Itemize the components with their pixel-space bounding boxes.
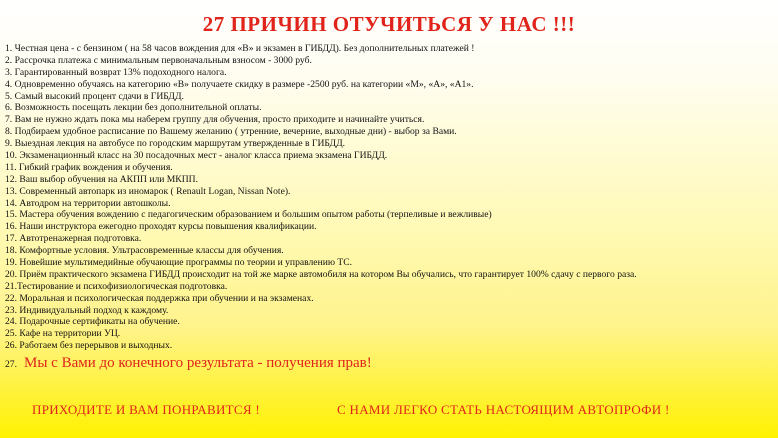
reason-item: 5. Самый высокий процент сдачи в ГИБДД.: [5, 90, 184, 102]
reason-item: 21.Тестирование и психофизиологическая подготовка.: [5, 280, 228, 292]
reason-item: 11. Гибкий график вождения и обучения.: [5, 161, 173, 173]
reason-item: 14. Автодром на территории автошколы.: [5, 197, 171, 209]
reason-item: 6. Возможность посещать лекции без дополнительной оплаты.: [5, 102, 262, 114]
reason-item: 4. Одновременно обучаясь на категорию «В» получаете скидку в размере -2500 руб. на категории «М», «А», «А1».: [5, 78, 474, 90]
final-reason-number: 27.: [5, 359, 17, 371]
reason-item: 20. Приём практического экзамена ГИБДД происходит на той же марке автомобиля на котором Вы обучались, что гарантирует 100% сдачу с первого раза.: [5, 268, 637, 280]
reasons-list: [5, 43, 775, 372]
reason-item: 25. Кафе на территории УЦ.: [5, 328, 121, 340]
final-reason: [5, 354, 775, 372]
footer-slogan-right: С НАМИ ЛЕГКО СТАТЬ НАСТОЯЩИМ АВТОПРОФИ !: [337, 402, 670, 417]
reason-item: 13. Современный автопарк из иномарок ( Renault Logan, Nissan Note).: [5, 185, 291, 197]
final-reason-text: Мы с Вами до конечного результата - получения прав!: [24, 355, 372, 372]
page-title: 27 ПРИЧИН ОТУЧИТЬСЯ У НАС !!!: [202, 12, 576, 36]
reason-item: 22. Моральная и психологическая поддержка при обучении и на экзаменах.: [5, 292, 314, 304]
reason-item: 19. Новейшие мультимедийные обучающие программы по теории и управлению ТС.: [5, 257, 353, 269]
reason-item: 10. Экзаменационный класс на 30 посадочных мест - аналог класса приема экзамена ГИБДД.: [5, 150, 388, 162]
reason-item: 17. Автотренажерная подготовка.: [5, 233, 142, 245]
reason-item: 12. Ваш выбор обучения на АКПП или МКПП.: [5, 173, 198, 185]
reason-item: 26. Работаем без перерывов и выходных.: [5, 340, 173, 352]
reason-item: 16. Наши инструктора ежегодно проходят курсы повышения квалификации.: [5, 221, 317, 233]
reason-item: 15. Мастера обучения вождению с педагогическим образованием и большим опытом работы (терпеливые и вежливые): [5, 209, 492, 221]
reason-item: 18. Комфортные условия. Ультрасовременные классы для обучения.: [5, 245, 284, 257]
reason-item: 23. Индивидуальный подход к каждому.: [5, 304, 169, 316]
reason-item: 7. Вам не нужно ждать пока мы наберем группу для обучения, просто приходите и начинайте учиться.: [5, 114, 425, 126]
reason-item: 24. Подарочные сертификаты на обучение.: [5, 316, 180, 328]
reason-item: 2. Рассрочка платежа с минимальным первоначальным взносом - 3000 руб.: [5, 54, 312, 66]
footer-slogan-left: ПРИХОДИТЕ И ВАМ ПОНРАВИТСЯ !: [32, 402, 260, 417]
reason-item: 1. Честная цена - с бензином ( на 58 часов вождения для «В» и экзамен в ГИБДД). Без дополнительных платежей !: [5, 43, 475, 54]
reason-item: 9. Выездная лекция на автобусе по городским маршрутам утвержденные в ГИБДД.: [5, 138, 346, 150]
reason-item: 8. Подбираем удобное расписание по Вашему желанию ( утренние, вечерние, выходные дни) - выбор за Вами.: [5, 126, 457, 138]
reason-item: 3. Гарантированный возврат 13% подоходного налога.: [5, 66, 227, 78]
